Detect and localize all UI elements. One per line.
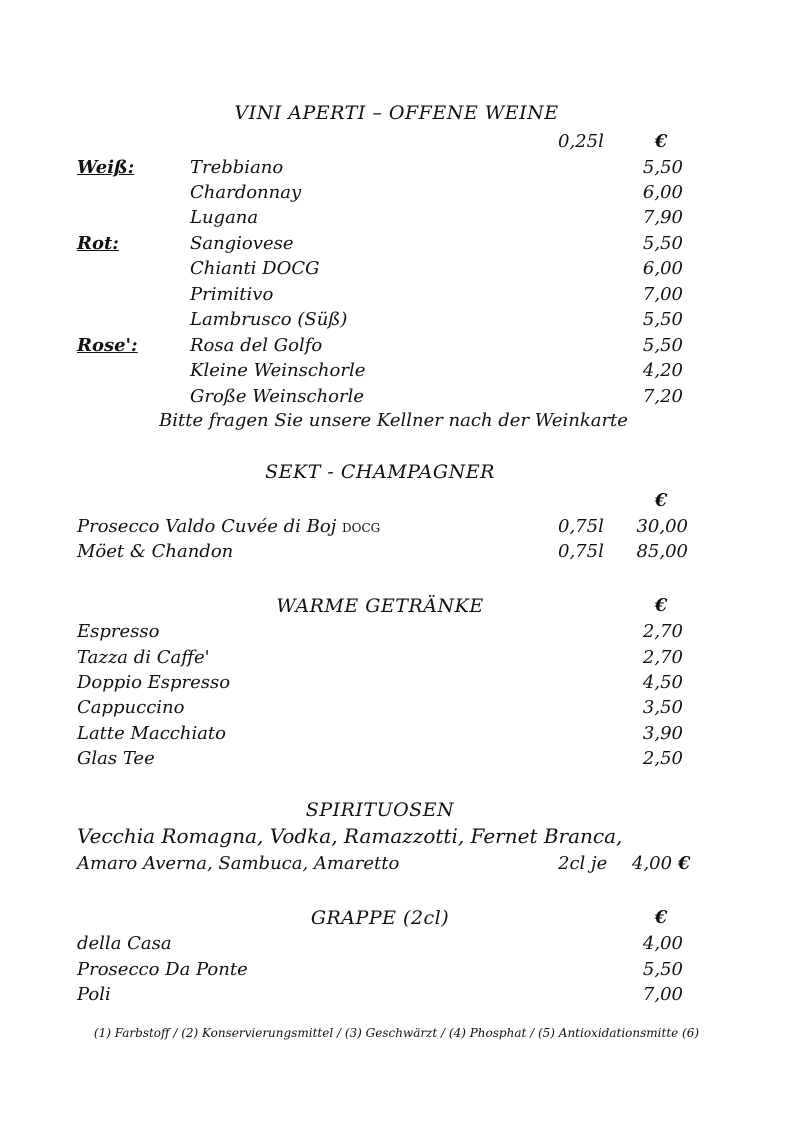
spirits-price-wrap — [632, 853, 690, 874]
menu-item-price: 3,90 — [642, 723, 683, 744]
spirits-price: 4,00 — [632, 853, 673, 874]
allergen-footnote: (1) Farbstoff / (2) Konservierungsmittel / (3) Geschwärzt / (4) Phosphat / (5) Antioxidationsmitte (6) — [93, 1026, 700, 1040]
euro-sign: € — [677, 853, 691, 874]
section-title-warme-getraenke: WARME GETRÄNKE — [276, 595, 484, 617]
menu-item-name: Prosecco Da Ponte — [77, 959, 248, 980]
spirits-list-line-1: Vecchia Romagna, Vodka, Ramazzotti, Fernet Branca, — [77, 824, 623, 848]
menu-item-price: 5,50 — [642, 309, 683, 330]
menu-item-suffix: DOCG — [342, 521, 381, 535]
menu-item-price: 7,90 — [642, 207, 683, 228]
menu-item-name: Große Weinschorle — [190, 386, 365, 407]
menu-item-price: 6,00 — [642, 258, 683, 279]
menu-item-name: della Casa — [77, 933, 172, 954]
menu-item-price: 5,50 — [642, 335, 683, 356]
menu-item-name: Lugana — [190, 207, 259, 228]
menu-item-name: Rosa del Golfo — [190, 335, 323, 356]
menu-item-name: Möet & Chandon — [77, 541, 234, 562]
menu-item-size: 0,75l — [558, 516, 604, 537]
menu-item-name: Cappuccino — [77, 697, 185, 718]
menu-item-price: 85,00 — [636, 541, 688, 562]
menu-item-price: 2,70 — [642, 647, 683, 668]
menu-item-name — [77, 516, 380, 537]
grappe-title-text: GRAPPE — [310, 907, 397, 929]
euro-header: € — [654, 595, 668, 616]
grappe-title-suffix: (2cl) — [403, 907, 450, 929]
euro-header: € — [654, 907, 668, 928]
menu-item-price: 7,20 — [642, 386, 683, 407]
menu-item-price: 5,50 — [642, 959, 683, 980]
group-label-rose: Rose': — [77, 335, 138, 356]
menu-item-name: Sangiovese — [190, 233, 294, 254]
menu-item-name: Latte Macchiato — [77, 723, 227, 744]
menu-item-price: 30,00 — [636, 516, 688, 537]
spirits-size: 2cl je — [558, 853, 608, 874]
size-header: 0,25l — [558, 131, 604, 152]
menu-item-price: 6,00 — [642, 182, 683, 203]
section-title-spirituosen: SPIRITUOSEN — [305, 799, 455, 821]
menu-item-name: Kleine Weinschorle — [190, 360, 366, 381]
menu-item-price: 5,50 — [642, 233, 683, 254]
menu-item-name: Poli — [77, 984, 111, 1005]
menu-item-name: Glas Tee — [77, 748, 155, 769]
menu-item-price: 4,50 — [642, 672, 683, 693]
wine-list-note: Bitte fragen Sie unsere Kellner nach der Weinkarte — [159, 410, 628, 431]
menu-item-name: Espresso — [77, 621, 160, 642]
menu-item-name: Tazza di Caffe' — [77, 647, 210, 668]
section-title-offene-weine: VINI APERTI – OFFENE WEINE — [234, 102, 559, 124]
menu-item-name: Primitivo — [190, 284, 274, 305]
euro-header: € — [654, 490, 668, 511]
euro-header: € — [654, 131, 668, 152]
menu-item-name: Lambrusco (Süß) — [190, 309, 348, 330]
menu-item-price: 4,20 — [642, 360, 683, 381]
menu-item-price: 4,00 — [642, 933, 683, 954]
menu-item-price: 2,50 — [642, 748, 683, 769]
spirits-list-line-2: Amaro Averna, Sambuca, Amaretto — [77, 853, 400, 874]
menu-item-name: Doppio Espresso — [77, 672, 231, 693]
menu-item-name: Trebbiano — [190, 157, 284, 178]
menu-item-price: 7,00 — [642, 984, 683, 1005]
group-label-rot: Rot: — [77, 233, 119, 254]
menu-item-name: Chardonnay — [190, 182, 302, 203]
section-title-sekt: SEKT - CHAMPAGNER — [265, 461, 495, 483]
menu-item-size: 0,75l — [558, 541, 604, 562]
menu-item-price: 5,50 — [642, 157, 683, 178]
menu-item-name-text: Prosecco Valdo Cuvée di Boj — [77, 516, 337, 537]
menu-item-price: 3,50 — [642, 697, 683, 718]
menu-item-price: 2,70 — [642, 621, 683, 642]
menu-item-name: Chianti DOCG — [190, 258, 320, 279]
menu-item-price: 7,00 — [642, 284, 683, 305]
group-label-weiss: Weiß: — [77, 157, 135, 178]
